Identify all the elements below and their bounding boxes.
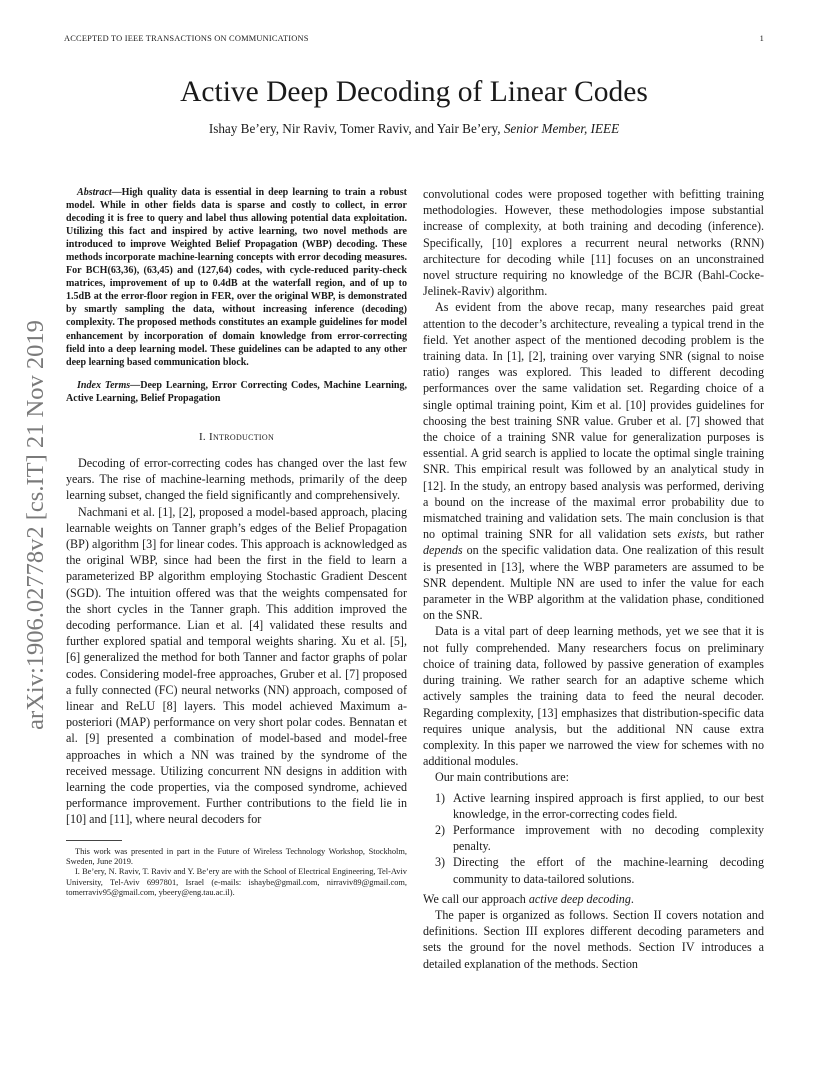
contribution-item bbox=[423, 790, 764, 822]
approach-period: . bbox=[630, 891, 634, 906]
section-title: Introduction bbox=[209, 430, 275, 443]
index-terms bbox=[66, 379, 407, 405]
contributions-intro: Our main contributions are: bbox=[435, 770, 570, 785]
contribution-text: Active learning inspired approach is first applied, to our best knowledge, in the error-correcting codes field. bbox=[453, 790, 764, 821]
contribution-number: 1) bbox=[435, 790, 446, 805]
right-paragraph-organization: The paper is organized as follows. Section II covers notation and definitions. Section III explores different decoding parameters and sets the ground for the novel methods. Section IV introduces a detailed explanation of the methods. Section bbox=[423, 907, 764, 971]
abstract-label: Abstract bbox=[77, 187, 112, 198]
abstract-text: —High quality data is essential in deep learning to train a robust model. While in other fields data is sparse and costly to collect, in error decoding it is free to query and label thus allowing potential data exploitation. Utilizing this fact and inspired by active learning, two novel methods are introduced to improve Weighted Belief Propagation (WBP) decoding. These methods incorporate machine-learning concepts with error decoding measures. For BCH(63,36), (63,45) and (127,64) codes, with cycle-reduced parity-check matrices, improvement of up to 0.4dB at the waterfall region, and of up to 1.5dB at the error-floor region in FER, over the original WBP, is demonstrated by smartly sampling the data, without increasing inference (decoding) complexity. The proposed methods constitutes an example guidelines for model enhancement by incorporation of domain knowledge from error-correcting field into a deep learning model. These guidelines can be adapted to any other deep learning based communication block. bbox=[66, 187, 407, 368]
contribution-item bbox=[423, 822, 764, 854]
contribution-number: 2) bbox=[435, 822, 446, 837]
running-header bbox=[64, 34, 764, 43]
contribution-item bbox=[423, 854, 764, 886]
contribution-text: Directing the effort of the machine-learning decoding community to data-tailored solutions. bbox=[453, 855, 764, 886]
author-names: Ishay Be’ery, Nir Raviv, Tomer Raviv, and Yair Be’ery, bbox=[208, 121, 501, 136]
page-number: 1 bbox=[759, 34, 764, 43]
right-paragraph-1: convolutional codes were proposed together with befitting training methodologies. However, these methodologies impose substantial increase of complexity, at both training and decoding (inference). Specifically, [10] explores a recurrent neural networks (RNN) architecture for decoding while [11] focuses on an unconstrained novel structure requiring no knowledge of the BCJR (Bahl-Cocke-Jelinek-Raviv) algorithm. bbox=[423, 187, 764, 299]
section-heading-introduction bbox=[66, 429, 407, 445]
arxiv-identifier: arXiv:1906.02778v2 [cs.IT] 21 Nov 2019 bbox=[22, 320, 49, 730]
abstract bbox=[66, 186, 407, 369]
approach-name: active deep decoding bbox=[528, 891, 631, 906]
author-line bbox=[0, 121, 828, 137]
right-column bbox=[423, 186, 764, 972]
para2-depends: depends bbox=[423, 543, 463, 558]
intro-paragraph-2: Nachmani et al. [1], [2], proposed a model-based approach, placing learnable weights on Tanner graph’s edges of the Belief Propagation (BP) algorithm [3] for linear codes. This approach is acknowledged as the original WBP, since had been the first in the field to learn a parameterized BP algorithm employing Stochastic Gradient Descent (SGD). The intuition offered was that the weights compensated for the short cycles in the Tanner graph. This addition improved the decoding performance. Lian et al. [4] validated these results and further explored spatial and temporal weights sharing. Xu et al. [5], [6] generalized the method for both Tanner and factor graphs of polar codes. Considering model-free approaches, Gruber et al. [7] proposed a fully connected (FC) neural networks (NN) approach, composed of linear and ReLU [8] layers. This model achieved Maximum a-posteriori (MAP) performance on very short polar codes. Bennatan et al. [9] presented a combination of model-based and model-free approaches in which a NN was trained by the syndrome of the received message. Utilizing concurrent NN designs in addition with learning the code properties, via the composed syndrome, achieved performance improvement. Further contributions to the field lie in [10] and [11], where neural decoders for bbox=[66, 504, 407, 827]
approach-part-a: We call our approach bbox=[423, 891, 526, 906]
contribution-number: 3) bbox=[435, 855, 446, 870]
right-paragraph-2 bbox=[423, 299, 764, 623]
para2-part-a: As evident from the above recap, many researches paid great attention to the decoder’s architecture, revealing a typical trend in the field. Yet another aspect of the mentioned decoding problem is the training data. In [1], [2], training over varying SNR (signal to noise ratio) ranges was explored. This leaded to different decoding performances over the same validation set. Regarding choice of a single optimal training point, Kim et al. [10] provides guidelines for choosing the best training SNR value. Gruber et al. [7] showed that the choice of a training SNR value for generalization purposes is essential. A grid search is applied to locate the optimal single training SNR. This empirical result was followed by an analytical study in [12]. In the study, an entropy based analysis was performed, deriving a bound on the increase of the maximal error probability due to mismatched training and validation sets. The main conclusion is that no optimal training SNR for all validation sets bbox=[423, 300, 764, 542]
right-paragraph-3: Data is a vital part of deep learning methods, yet we see that it is not fully comprehended. Many researchers focus on preliminary choice of training data, followed by passive generation of examples during training. We rather search for an adaptive scheme which actively samples the training data to feed the neural decoder. Regarding complexity, [13] emphasizes that distribution-specific data requires unique analysis, but the additional NN cause extra complexity. In this paper we narrowed the view for schemes with no additional modules. bbox=[423, 624, 764, 769]
running-title: ACCEPTED TO IEEE TRANSACTIONS ON COMMUNICATIONS bbox=[64, 34, 309, 43]
footnote-affiliation: I. Be’ery, N. Raviv, T. Raviv and Y. Be’ery are with the School of Electrical Engineering, Tel-Aviv University, Tel-Aviv 6997801, Israel (e-mails: ishaybe@gmail.com, nirraviv89@gmail.com, tomerraviv95@gmail.com, ybeery@eng.tau.ac.il). bbox=[66, 867, 407, 898]
approach-sentence bbox=[423, 891, 764, 907]
author-role: Senior Member, IEEE bbox=[503, 121, 620, 136]
para2-exists: exists bbox=[677, 527, 705, 542]
index-terms-text: —Deep Learning, Error Correcting Codes, Machine Learning, Active Learning, Belief Propagation bbox=[66, 379, 407, 404]
contribution-text: Performance improvement with no decoding complexity penalty. bbox=[453, 822, 764, 854]
paper-title: Active Deep Decoding of Linear Codes bbox=[180, 76, 648, 108]
contributions-list bbox=[423, 790, 764, 887]
para2-part-c: on the specific validation data. One realization of this result is presented in [13], where the WBP parameters are assumed to be SNR dependent. Multiple NN are used to infer the value for each parameter in the WBP algorithm at the validation phase, conditioned on the SNR. bbox=[423, 543, 764, 623]
index-terms-label: Index Terms bbox=[77, 379, 131, 391]
section-numeral: I. bbox=[198, 430, 206, 443]
footnote-rule bbox=[66, 840, 122, 841]
footnote-workshop: This work was presented in part in the Future of Wireless Technology Workshop, Stockholm, Sweden, June 2019. bbox=[66, 846, 407, 867]
para2-part-b: , but rather bbox=[704, 527, 764, 542]
left-column bbox=[66, 186, 407, 899]
arxiv-sidebar bbox=[6, 290, 66, 760]
intro-paragraph-1: Decoding of error-correcting codes has changed over the last few years. The rise of machine-learning methods, primarily of the deep learning subset, changed the field significantly and comprehensively. bbox=[66, 455, 407, 503]
